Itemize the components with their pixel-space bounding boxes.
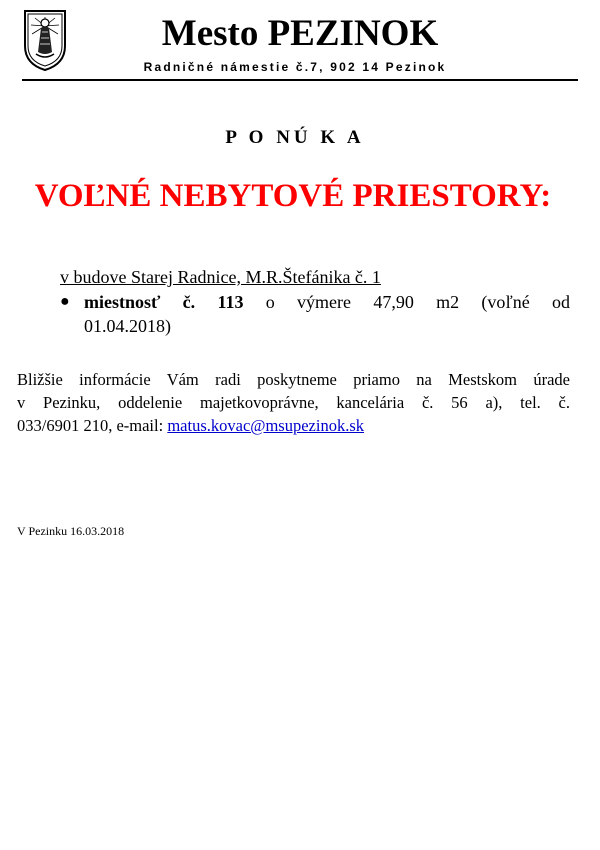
list-item bbox=[60, 290, 570, 338]
room-description bbox=[84, 290, 570, 338]
room-name: miestnosť č. 113 bbox=[84, 292, 244, 312]
date-line: V Pezinku 16.03.2018 bbox=[17, 524, 125, 538]
bullet-icon: ● bbox=[60, 293, 70, 310]
phone-text: 033/6901 210, e-mail: bbox=[17, 416, 168, 435]
info-line-3 bbox=[17, 414, 570, 437]
room-details-line2: 01.04.2018) bbox=[84, 316, 171, 336]
header-divider bbox=[22, 79, 578, 81]
coat-of-arms-icon bbox=[22, 8, 68, 72]
building-location: v budove Starej Radnice, M.R.Štefánika č. 1 bbox=[60, 267, 381, 287]
city-title: Mesto PEZINOK bbox=[161, 13, 439, 54]
info-line-2: v Pezinku, oddelenie majetkovoprávne, kancelária č. 56 a), tel. č. bbox=[17, 393, 570, 412]
info-line-1: Bližšie informácie Vám radi poskytneme priamo na Mestskom úrade bbox=[17, 370, 570, 389]
city-address: Radničné námestie č.7, 902 14 Pezinok bbox=[143, 60, 447, 74]
room-details-line1: o výmere 47,90 m2 (voľné od bbox=[265, 292, 571, 312]
offer-label: P O NÚ K A bbox=[225, 127, 365, 148]
email-link[interactable]: matus.kovac@msupezinok.sk bbox=[167, 416, 364, 435]
contact-info bbox=[17, 368, 570, 437]
offer-headline: VOĽNÉ NEBYTOVÉ PRIESTORY: bbox=[34, 178, 552, 214]
